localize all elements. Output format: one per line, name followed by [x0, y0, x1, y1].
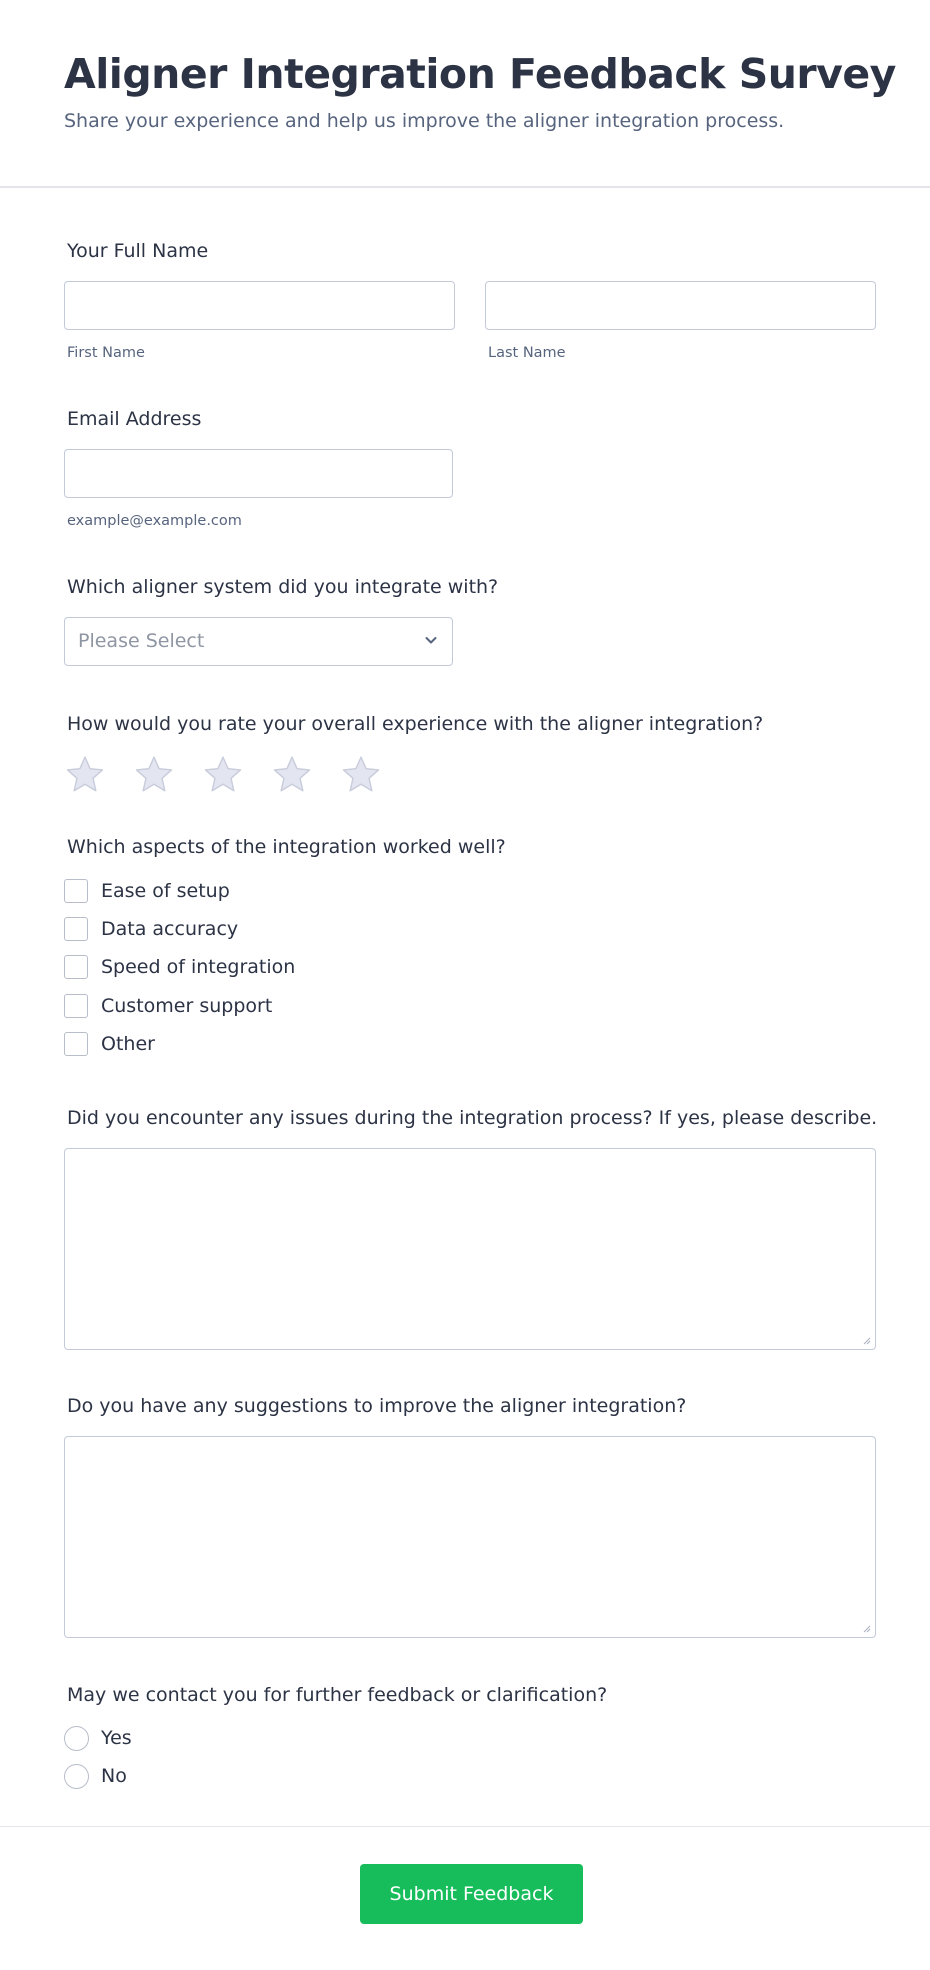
- radio-button[interactable]: [64, 1764, 89, 1789]
- star-icon[interactable]: [340, 754, 382, 796]
- checkbox-label: Speed of integration: [101, 956, 296, 978]
- email-sublabel: example@example.com: [67, 513, 242, 529]
- contact-label: May we contact you for further feedback or clarification?: [67, 1684, 608, 1706]
- radio-label: No: [101, 1765, 127, 1787]
- last-name-sublabel: Last Name: [488, 345, 566, 361]
- chevron-down-icon: [424, 633, 438, 647]
- issues-label: Did you encounter any issues during the integration process? If yes, please describe.: [67, 1107, 878, 1129]
- radio-button[interactable]: [64, 1726, 89, 1751]
- checkbox[interactable]: [64, 955, 88, 979]
- form-header: [0, 0, 930, 188]
- issues-textarea[interactable]: [64, 1148, 876, 1350]
- checkbox[interactable]: [64, 1032, 88, 1056]
- star-icon[interactable]: [202, 754, 244, 796]
- aligner-system-select[interactable]: [64, 617, 453, 666]
- checkbox-label: Ease of setup: [101, 880, 230, 902]
- star-icon[interactable]: [133, 754, 175, 796]
- first-name-sublabel: First Name: [67, 345, 145, 361]
- full-name-label: Your Full Name: [67, 240, 209, 262]
- first-name-input[interactable]: [64, 281, 455, 330]
- suggestions-label: Do you have any suggestions to improve the aligner integration?: [67, 1395, 687, 1417]
- aligner-system-selected: Please Select: [78, 630, 205, 652]
- checkbox[interactable]: [64, 994, 88, 1018]
- radio-label: Yes: [101, 1727, 132, 1749]
- email-input[interactable]: [64, 449, 453, 498]
- star-icon[interactable]: [64, 754, 106, 796]
- last-name-input[interactable]: [485, 281, 876, 330]
- aligner-system-label: Which aligner system did you integrate with?: [67, 576, 499, 598]
- star-icon[interactable]: [271, 754, 313, 796]
- rating-label: How would you rate your overall experience with the aligner integration?: [67, 713, 764, 735]
- email-label: Email Address: [67, 408, 202, 430]
- resize-handle-icon[interactable]: [861, 1335, 871, 1345]
- form-title: Aligner Integration Feedback Survey: [64, 50, 896, 98]
- suggestions-textarea[interactable]: [64, 1436, 876, 1638]
- checkbox-label: Data accuracy: [101, 918, 239, 940]
- aspects-label: Which aspects of the integration worked well?: [67, 836, 506, 858]
- checkbox-label: Customer support: [101, 995, 273, 1017]
- form-subtitle: Share your experience and help us improve the aligner integration process.: [64, 110, 785, 132]
- checkbox[interactable]: [64, 879, 88, 903]
- submit-button[interactable]: Submit Feedback: [360, 1864, 583, 1924]
- resize-handle-icon[interactable]: [861, 1623, 871, 1633]
- checkbox-label: Other: [101, 1033, 155, 1055]
- checkbox[interactable]: [64, 917, 88, 941]
